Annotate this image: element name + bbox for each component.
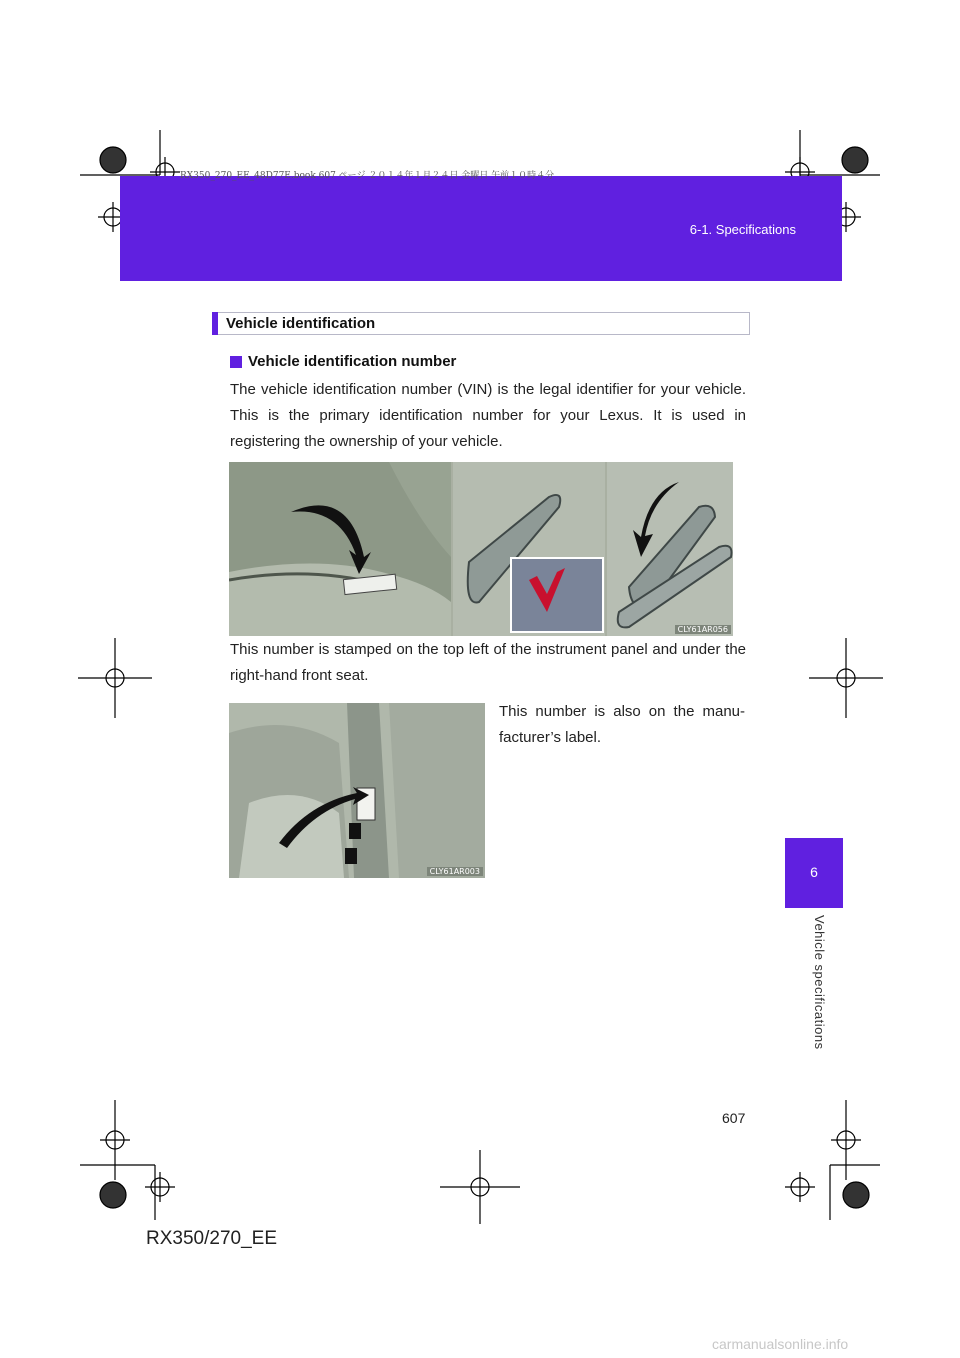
print-info: RX350_270_EE_48D77E.book 607 ページ ２０１４年１月２４日 金曜日 午前１０時４分: [180, 171, 555, 181]
footer-model: RX350/270_EE: [146, 1228, 277, 1249]
section-label: 6-1. Specifications: [689, 222, 796, 237]
section-heading-accent: [212, 312, 218, 335]
figure-manufacturer-label-illustration: [229, 703, 485, 878]
paragraph-manufacturer-label: This number is also on the manu-facturer’s label.: [499, 703, 745, 746]
chapter-tab-label: Vehicle specifications: [812, 915, 827, 1050]
chapter-tab-number: 6: [810, 864, 818, 880]
page-number: 607: [722, 1110, 746, 1126]
paragraph-vin-stamped: This number is stamped on the top left of the instrument panel and under the right-hand front seat.: [230, 641, 746, 684]
figure-vin-locations-code: CLY61AR056: [675, 625, 731, 634]
subheading: Vehicle identification number: [248, 353, 457, 370]
figure-manufacturer-label-code: CLY61AR003: [427, 867, 483, 876]
watermark: carmanualsonline.info: [712, 1336, 849, 1352]
figure-manufacturer-label: [229, 703, 485, 878]
figure-vin-locations: [229, 462, 733, 636]
section-heading: Vehicle identification: [226, 315, 376, 332]
subheading-bullet: [230, 356, 242, 368]
paragraph-vin-intro: The vehicle identification number (VIN) is the legal identifier for your vehicle. This is the primary identification number for your Lexus. It is used in registering the ownership of your vehicle.: [230, 381, 746, 450]
figure-vin-locations-illustration: [229, 462, 733, 636]
